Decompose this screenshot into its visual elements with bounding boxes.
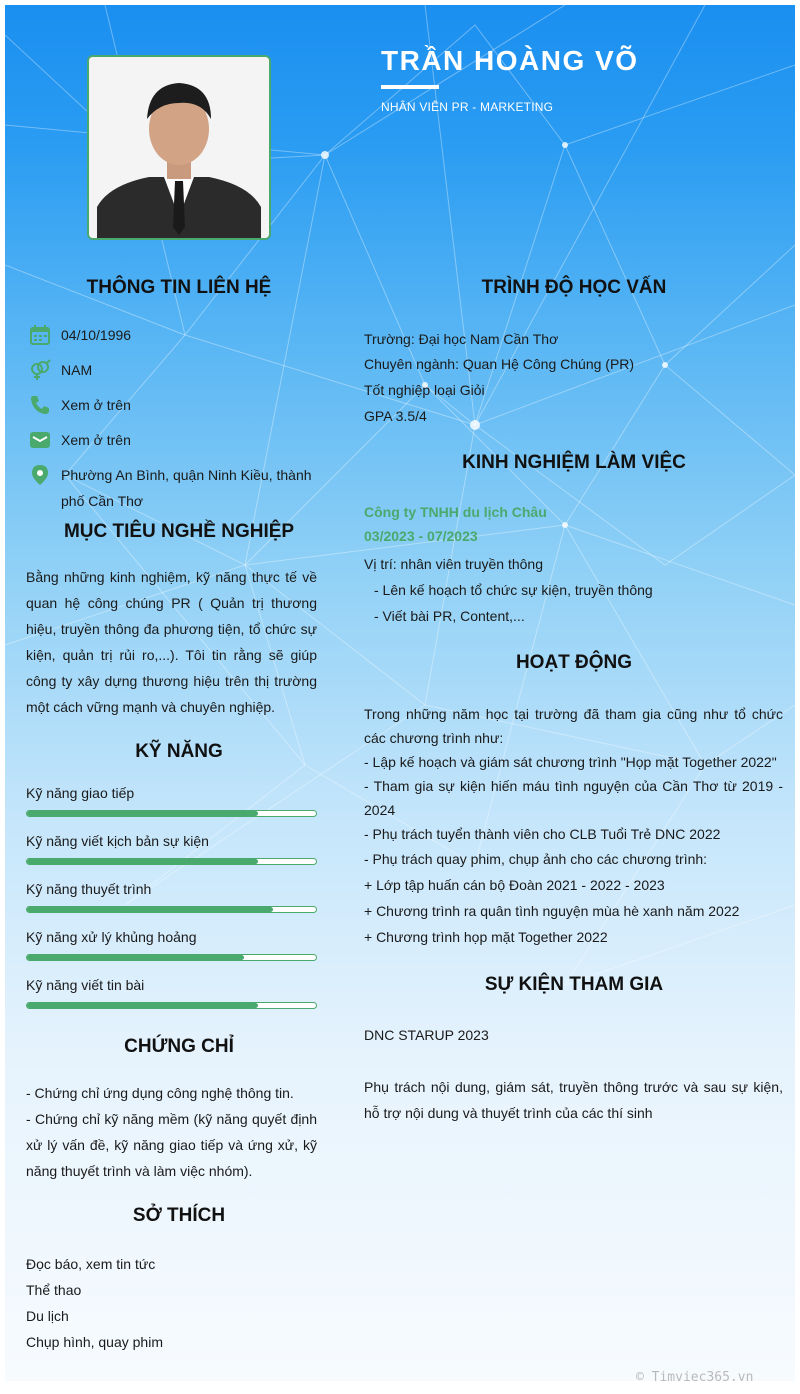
certificates-heading: CHỨNG CHỈ [124,1036,234,1057]
email-value: Xem ở trên [61,432,131,448]
contact-phone [29,392,319,418]
skill-bar [26,810,317,817]
activity-item: - Phụ trách quay phim, chụp ảnh cho các chương trình: [364,851,708,867]
profile-photo [87,55,271,240]
contact-gender [29,357,319,383]
skill-bar-fill [27,859,258,864]
education-school: Trường: Đại học Nam Cần Thơ [364,331,559,347]
activity-item: + Chương trình họp mặt Together 2022 [364,929,608,945]
gender-icon [29,359,51,381]
education-grade: Tốt nghiệp loại Giỏi [364,382,485,398]
experience-duty: - Viết bài PR, Content,... [374,608,525,624]
skill-bar-fill [27,811,258,816]
skill-label: Kỹ năng viết tin bài [26,977,145,993]
events-heading: SỰ KIỆN THAM GIA [484,974,664,995]
skill-bar [26,906,317,913]
skill-bar-fill [27,955,244,960]
objective-heading: MỤC TIÊU NGHỀ NGHIỆP [63,521,295,542]
skill-crisis [26,928,317,946]
education-major: Chuyên ngành: Quan Hệ Công Chúng (PR) [364,356,635,372]
skill-label: Kỹ năng xử lý khủng hoảng [26,929,197,945]
skill-label: Kỹ năng thuyết trình [26,881,152,897]
activity-item: + Lớp tập huấn cán bộ Đoàn 2021 - 2022 - 2023 [364,877,665,893]
experience-company: Công ty TNHH du lịch Châu [364,504,547,520]
experience-heading: KINH NGHIỆM LÀM VIỆC [462,452,686,473]
birthdate-value: 04/10/1996 [61,327,132,343]
address-value: Phường An Bình, quận Ninh Kiều, thành phố Cần Thơ [61,467,312,509]
phone-value: Xem ở trên [61,397,131,413]
hobby-item: Du lịch [26,1308,69,1324]
calendar-icon [29,324,51,346]
skill-presentation [26,880,317,898]
skill-communication [26,784,317,802]
experience-position: Vị trí: nhân viên truyền thông [364,556,543,572]
hobby-item: Đọc báo, xem tin tức [26,1256,156,1272]
skill-label: Kỹ năng giao tiếp [26,785,135,801]
activity-item: - Lập kế hoạch và giám sát chương trình "Họp mặt Together 2022" [364,754,777,770]
event-name: DNC STARUP 2023 [364,1027,489,1043]
experience-duty: - Lên kế hoạch tổ chức sự kiện, truyền thông [374,582,653,598]
skill-bar [26,954,317,961]
gender-value: NAM [61,362,93,378]
activities-heading: HOẠT ĐỘNG [515,652,633,673]
portrait-image [89,57,269,238]
contact-email [29,427,319,453]
candidate-name: TRẦN HOÀNG VÕ [381,45,639,76]
activity-item: - Tham gia sự kiện hiến máu tình nguyện của Cần Thơ từ 2019 - 2024 [364,778,783,818]
skills-heading: KỸ NĂNG [135,741,223,762]
education-gpa: GPA 3.5/4 [364,408,427,424]
contact-birthdate [29,322,319,348]
hobbies-heading: SỞ THÍCH [132,1205,226,1226]
activity-item: + Chương trình ra quân tình nguyện mùa hè xanh năm 2022 [364,903,740,919]
email-icon [29,429,51,451]
hobby-item: Thể thao [26,1282,82,1298]
event-description: Phụ trách nội dung, giám sát, truyền thông trước và sau sự kiện, hỗ trợ nội dung và thuyết trình của các thí sinh [364,1079,783,1121]
contact-address [29,462,319,514]
watermark: © Timviec365.vn [636,1370,754,1385]
objective-text: Bằng những kinh nghiệm, kỹ năng thực tế về quan hệ công chúng PR ( Quản trị thương hiệu, truyền thông đa phương tiện, tổ chức sự kiện, quản trị rủi ro,...). Tôi tin rằng sẽ giúp công ty xây dựng thương hiệu trên thị trường một cách vững mạnh và chuyên nghiệp. [26,569,317,715]
skill-bar-fill [27,1003,258,1008]
hobby-item: Chụp hình, quay phim [26,1334,163,1350]
cv-page [5,5,795,1381]
contact-heading: THÔNG TIN LIÊN HỆ [86,277,272,298]
education-heading: TRÌNH ĐỘ HỌC VẤN [481,277,667,298]
phone-icon [29,394,51,416]
skill-label: Kỹ năng viết kịch bản sự kiện [26,833,209,849]
activity-item: - Phụ trách tuyển thành viên cho CLB Tuổi Trẻ DNC 2022 [364,826,721,842]
skill-bar [26,1002,317,1009]
job-title: NHÂN VIÊN PR - MARKETING [381,100,554,114]
skill-bar [26,858,317,865]
activities-intro: Trong những năm học tại trường đã tham gia cũng như tổ chức các chương trình như: [364,706,783,746]
skill-bar-fill [27,907,273,912]
location-icon [29,464,51,486]
skill-news-writing [26,976,317,994]
experience-period: 03/2023 - 07/2023 [364,528,478,544]
skill-event-script [26,832,317,850]
certificates-text: - Chứng chỉ ứng dụng công nghệ thông tin. - Chứng chỉ kỹ năng mềm (kỹ năng quyết định xử lý vấn đề, kỹ năng giao tiếp và ứng xử, kỹ năng thuyết trình và làm việc nhóm). [26,1085,317,1179]
name-underline [381,85,439,89]
